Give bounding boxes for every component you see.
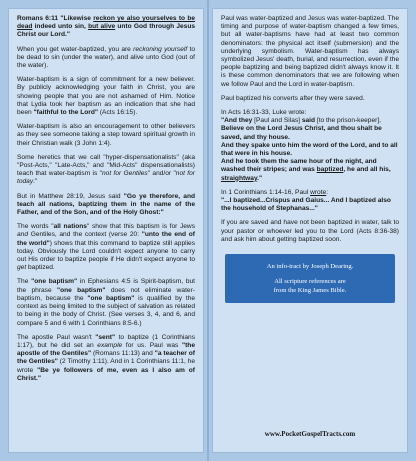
text-run: baptized. <box>26 264 55 272</box>
text-run: Gentiles, and the context (verse 20: <box>28 231 142 239</box>
text-run: (2 Timothy 1:11). And in 1 Corinthians 11:1, he wrote <box>17 358 195 374</box>
text-run: ." <box>257 174 263 182</box>
right-paragraph-5 <box>221 219 399 244</box>
text-run: Water-baptism is also an encouragement to other believers as they see someone taking a step toward spiritual growth in their Christian walk (3 John 1:4). <box>17 123 195 147</box>
text-run: Water-baptism is a sign of commitment for a new believer. By publicly acknowledging your faith in Christ, you are showing people that you are not ashamed of Him. Notice that Lydia took her baptism as an indication that she had been <box>17 76 195 117</box>
text-run: but alive <box>88 23 116 31</box>
text-run: In Acts 16:31-33, Luke wrote: <box>221 109 307 117</box>
text-run: Believe on the Lord Jesus Christ, and thou shalt be saved, and thy house. <box>221 125 382 141</box>
right-paragraph-4 <box>221 189 399 214</box>
left-paragraph-7 <box>17 223 195 272</box>
right-paragraph-2 <box>221 95 399 103</box>
text-run: "faithful to the Lord" <box>33 109 99 117</box>
text-run: : <box>326 188 329 196</box>
text-run: is qualified by the context as being limited to the subject of salvation as related to being in the body of Christ. (See verses 3, 4, and 6, and compare 5 and 6 with 1 Corinthians 8:5-6.) <box>17 294 195 327</box>
text-run: said <box>301 117 316 125</box>
left-paragraph-5 <box>17 154 195 187</box>
text-run: "one baptism" <box>31 278 78 286</box>
left-paragraph-9 <box>17 334 195 383</box>
right-paragraph-3 <box>221 109 399 183</box>
text-run: in Ephesians 4:5 is Spirit-baptism, but the phrase <box>17 278 195 294</box>
text-run: Paul was water-baptized and Jesus was water-baptized. The timing and purpose of water-baptism changed a few times, but all water-baptisms have had at least two common denominators: the physical act itself (submersion) and the underlying symbolism. Water-baptism has always symbolized Jesus' death, burial, and resurrection, even if the people baptizing and being baptized didn't always know it. It is these common denominators that we are following when we follow Paul and the Lord in water-baptism. <box>221 15 399 88</box>
text-run: "And they <box>221 117 253 125</box>
left-paragraph-2 <box>17 46 195 71</box>
left-paragraph-4 <box>17 123 195 148</box>
text-run: not for Gentiles <box>102 170 148 178</box>
left-panel <box>8 8 204 453</box>
text-run: "one baptism" <box>87 294 135 302</box>
text-run: When you get water-baptized, you are <box>17 45 134 53</box>
right-panel <box>212 8 408 453</box>
text-run: "the apostle of the Gentiles" <box>17 341 195 358</box>
text-run: does not eliminate water-baptism, because the <box>17 286 195 302</box>
text-run: wrote <box>310 188 327 196</box>
text-run: And they spake unto him the word of the Lord, and to all that were in his house. <box>221 141 398 158</box>
text-run: The <box>17 278 32 286</box>
text-run: straightway <box>221 174 258 182</box>
text-run: (Acts 16:15). <box>98 109 138 117</box>
text-run: all nations <box>53 223 87 231</box>
text-run: Romans 6:11 " <box>17 15 64 22</box>
website-link[interactable]: www.PocketGospelTracts.com <box>264 430 356 438</box>
text-run: and <box>17 231 29 239</box>
info-box-scripture-1: All scripture references are <box>274 278 346 286</box>
text-run: unto God through Jesus Christ our Lord." <box>17 23 196 39</box>
text-run: And he took them the same hour of the night, and washed their stripes; and was <box>221 158 377 174</box>
text-run: " and/or " <box>147 170 176 178</box>
left-paragraph-3 <box>17 76 195 117</box>
text-run: "Be ye followers of me, even as I also am of Christ." <box>17 366 195 382</box>
text-run: "unto the end of the world" <box>17 231 195 247</box>
text-run: (Romans 11:13) and <box>91 350 155 358</box>
left-paragraph-6 <box>17 193 195 218</box>
text-run: to be dead to sin (under the water), and alive unto God (out of the water). <box>17 45 195 70</box>
text-run: In 1 Corinthians 1:14-16, Paul <box>221 188 311 196</box>
text-run: for us. Paul was <box>122 341 182 349</box>
text-run: ) shows that this command to baptize still applies today. Obviously the Lord couldn't expect anyone to carry out His order to baptize people if He didn't expect anyone to <box>17 239 195 264</box>
text-run: The words " <box>17 223 54 231</box>
text-run: "a teacher of the Gentiles" <box>17 350 195 366</box>
text-run: Some heretics that we call "hyper-dispensationalists" (aka "Post-Acts," "Late-Acts," and "Mid-Acts" dispensationalists) teach that water-baptism is " <box>17 153 195 178</box>
text-run: If you are saved and have not been baptized in water, talk to your pastor or whoever led you to the Lord (Acts 8:36-38) and ask him about getting baptized soon. <box>221 219 399 243</box>
text-run: " show that this baptism is for Jews <box>86 223 195 231</box>
text-run: Paul baptized his converts after they were saved. <box>221 94 365 102</box>
text-run: But in Matthew 28:19, Jesus said <box>17 192 124 200</box>
fold-divider <box>207 0 209 461</box>
text-run: "...I baptized...Crispus and Gaius... And I baptized also the household of Stephanas..." <box>221 197 391 213</box>
text-run: ." <box>33 178 38 186</box>
text-run: "sent" <box>95 333 116 341</box>
text-run: [Paul and Silas] <box>252 117 302 125</box>
text-run: not for today <box>17 170 195 186</box>
text-run: "one baptism" <box>56 286 106 294</box>
info-box-scripture-2: from the King James Bible. <box>273 287 347 295</box>
info-box <box>225 254 395 303</box>
text-run: reckoning yourself <box>133 45 188 53</box>
text-run: , he and all his, <box>343 166 391 174</box>
text-run: get <box>17 264 27 272</box>
left-paragraph-1 <box>17 15 195 40</box>
text-run: indeed unto sin, <box>32 23 89 31</box>
text-run: reckon ye also yourselves to be dead <box>17 15 196 31</box>
info-box-author: An info-tract by Joseph Dearing. <box>266 263 354 271</box>
text-run: "Go ye therefore, and teach all nations, baptizing them in the name of the Father, and of the Son, and of the Holy Ghost:" <box>17 192 195 217</box>
right-paragraph-1 <box>221 15 399 89</box>
text-run: baptized <box>316 166 344 174</box>
text-run: Likewise <box>63 15 94 22</box>
text-run: [to the prison-keeper], <box>315 117 382 125</box>
text-run: example <box>97 341 123 349</box>
left-paragraph-8 <box>17 278 195 327</box>
text-run: The apostle Paul wasn't <box>17 333 96 341</box>
text-run: to baptize (1 Corinthians 1:17), but he did set an <box>17 333 195 349</box>
